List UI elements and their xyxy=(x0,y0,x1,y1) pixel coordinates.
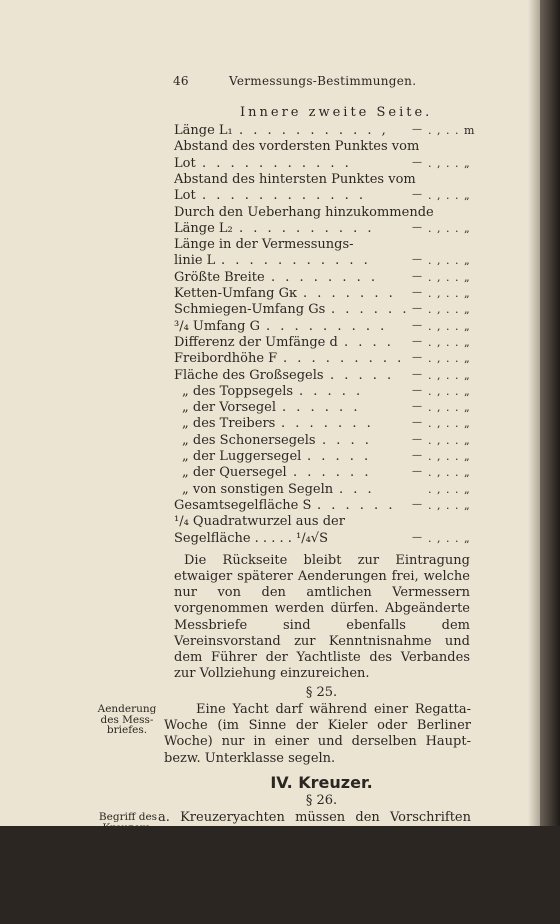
chapter-heading: IV. Kreuzer. xyxy=(270,773,373,792)
equals-dash: — xyxy=(412,221,422,233)
leader-dots: . . . xyxy=(339,481,375,497)
row-label: Länge in der Vermessungs- xyxy=(174,237,354,253)
row-label: Größte Breite xyxy=(174,269,265,285)
page-number: 46 xyxy=(173,74,189,88)
row-label: Lot xyxy=(174,155,196,171)
leader-dots: . . . . . . xyxy=(317,497,396,513)
row-label: ³/₄ Umfang G xyxy=(174,318,260,334)
page-shadow xyxy=(528,0,540,826)
value-placeholder: . , . . „ xyxy=(428,450,471,463)
equals-dash: — xyxy=(412,498,422,510)
row-label: Lot xyxy=(174,188,196,204)
value-placeholder: . , . . „ xyxy=(428,254,471,268)
row-label: Fläche des Großsegels xyxy=(174,367,324,383)
row-label: Segelfläche . . . . . ¹/₄√S xyxy=(174,530,328,546)
value-placeholder: . , . . „ xyxy=(428,433,471,447)
leader-dots: . . . . . . . xyxy=(303,286,396,301)
row-label: Länge L₁ xyxy=(174,123,233,138)
row-label: „ des Treibers xyxy=(182,416,276,432)
row-label: Gesamtsegelfläche S xyxy=(174,497,312,513)
leader-dots: . . . . . . xyxy=(282,400,361,416)
row-label: „ der Quersegel xyxy=(182,465,287,481)
row-label: „ der Vorsegel xyxy=(182,400,277,416)
value-placeholder: . , . . „ xyxy=(428,335,471,349)
leader-dots: . . . . . . . xyxy=(281,416,374,432)
value-placeholder: . , . . „ xyxy=(428,270,471,284)
value-placeholder: . , . . „ xyxy=(428,384,471,398)
row-label: linie L xyxy=(174,253,216,269)
value-placeholder: . , . . „ xyxy=(428,287,471,300)
leader-dots: . . . . . . xyxy=(293,465,372,481)
value-placeholder: . , . . „ xyxy=(428,156,471,170)
leader-dots: . . . . . xyxy=(299,383,364,399)
equals-dash: — xyxy=(412,433,422,445)
value-placeholder: . , . . „ xyxy=(428,482,471,496)
paragraph-25: Eine Yacht darf während einer Regatta-Woche (im Sinne der Kieler oder Berliner Woche) nur in einer und derselben Haupt- bezw. Unterklasse segeln. xyxy=(164,702,471,766)
leader-dots: . . . . . xyxy=(307,449,372,464)
equals-dash: — xyxy=(412,303,422,315)
equals-dash: — xyxy=(412,189,422,201)
leader-dots: . . . . . . . . . . xyxy=(239,220,375,236)
margin-note-25: Aenderung des Mess- briefes. xyxy=(97,703,157,736)
value-placeholder: . , . . m xyxy=(428,124,476,137)
value-placeholder: . , . . „ xyxy=(428,319,471,333)
leader-dots: . . . . xyxy=(322,432,372,448)
paragraph-26a: a. Kreuzeryachten müssen den Vorschriften der ersten Klasse des Germanischen oder Britischen Lloyds entsprechen. xyxy=(158,810,471,858)
equals-dash: — xyxy=(412,531,422,543)
value-placeholder: . , . . „ xyxy=(428,531,471,545)
value-placeholder: . , . . „ xyxy=(428,466,471,480)
row-label: Abstand des hintersten Punktes vom xyxy=(174,171,416,187)
section-25-heading: § 25. xyxy=(305,685,338,700)
row-label: ¹/₄ Quadratwurzel aus der xyxy=(174,514,345,530)
section-26-heading: § 26. xyxy=(305,793,338,808)
equals-dash: — xyxy=(412,270,422,282)
leader-dots: . . . . . . xyxy=(331,302,410,318)
value-placeholder: . , . . „ xyxy=(428,189,471,203)
equals-dash: — xyxy=(412,384,422,396)
equals-dash: — xyxy=(412,254,422,266)
leader-dots: . . . . . xyxy=(330,367,395,383)
row-label: Differenz der Umfänge d xyxy=(174,334,338,350)
equals-dash: — xyxy=(412,124,422,135)
equals-dash: — xyxy=(412,466,422,478)
value-placeholder: . , . . „ xyxy=(428,221,471,235)
margin-note-26: Begriff des Kreuzers. xyxy=(98,811,158,834)
section-title: Innere zweite Seite. xyxy=(240,105,433,120)
row-label: „ des Toppsegels xyxy=(182,383,294,399)
value-placeholder: . , . . „ xyxy=(428,417,471,431)
leader-dots: . . . . . . . . . . , xyxy=(239,123,389,138)
value-placeholder: . , . . „ xyxy=(428,368,471,382)
row-label: „ des Schonersegels xyxy=(182,432,316,448)
leader-dots: . . . . . . . . . . . xyxy=(202,155,352,171)
equals-dash: — xyxy=(412,319,422,331)
row-label: Schmiegen-Umfang Gs xyxy=(174,302,326,318)
book-edge xyxy=(540,0,560,826)
row-label: „ der Luggersegel xyxy=(182,449,302,464)
equals-dash: — xyxy=(412,335,422,347)
equals-dash: — xyxy=(412,450,422,461)
value-placeholder: . , . . „ xyxy=(428,303,471,317)
leader-dots: . . . . . . . . . . . . xyxy=(202,188,367,204)
row-label: Länge L₂ xyxy=(174,220,233,236)
paragraph-rueckseite: Die Rückseite bleibt zur Eintragung etwaiger späterer Aenderungen frei, welche nur von den amtlichen Vermessern vorgenommen werden dürfen. Abgeänderte Messbriefe sind ebenfalls dem Vereinsvorstand zur Kenntnisnahme und dem Führer der Yachtliste des Verbandes zur Vollziehung einzureichen. xyxy=(174,552,470,682)
row-label: Ketten-Umfang Gĸ xyxy=(174,286,297,301)
value-placeholder: . , . . „ xyxy=(428,498,471,512)
row-label: Abstand des vordersten Punktes vom xyxy=(174,139,420,155)
leader-dots: . . . . . . . . . xyxy=(266,318,388,334)
value-placeholder: . , . . „ xyxy=(428,352,471,366)
row-label: „ von sonstigen Segeln xyxy=(182,481,334,497)
leader-dots: . . . . xyxy=(344,334,394,350)
value-placeholder: . , . . „ xyxy=(428,401,471,415)
equals-dash: — xyxy=(412,401,422,413)
leader-dots: . . . . . . . . xyxy=(271,269,378,285)
paragraph-26b: Kreuzeryachten, welche nur den Vorschriften für Binnengewässer entsprechen, sind von der Teilnahme an den Seewettfahrten als Kreuzer ausgeschlossen. xyxy=(172,859,471,923)
leader-dots: . . . . . . . . . . . xyxy=(221,253,371,269)
running-title: Vermessungs-Bestimmungen. xyxy=(229,74,417,88)
leader-dots: . . . . . . . . . xyxy=(283,351,405,367)
equals-dash: — xyxy=(412,352,422,364)
equals-dash: — xyxy=(412,287,422,298)
equals-dash: — xyxy=(412,156,422,168)
row-label: Durch den Ueberhang hinzukommende xyxy=(174,204,434,220)
equals-dash: — xyxy=(412,368,422,380)
row-label: Freibordhöhe F xyxy=(174,351,278,367)
equals-dash: — xyxy=(412,417,422,429)
